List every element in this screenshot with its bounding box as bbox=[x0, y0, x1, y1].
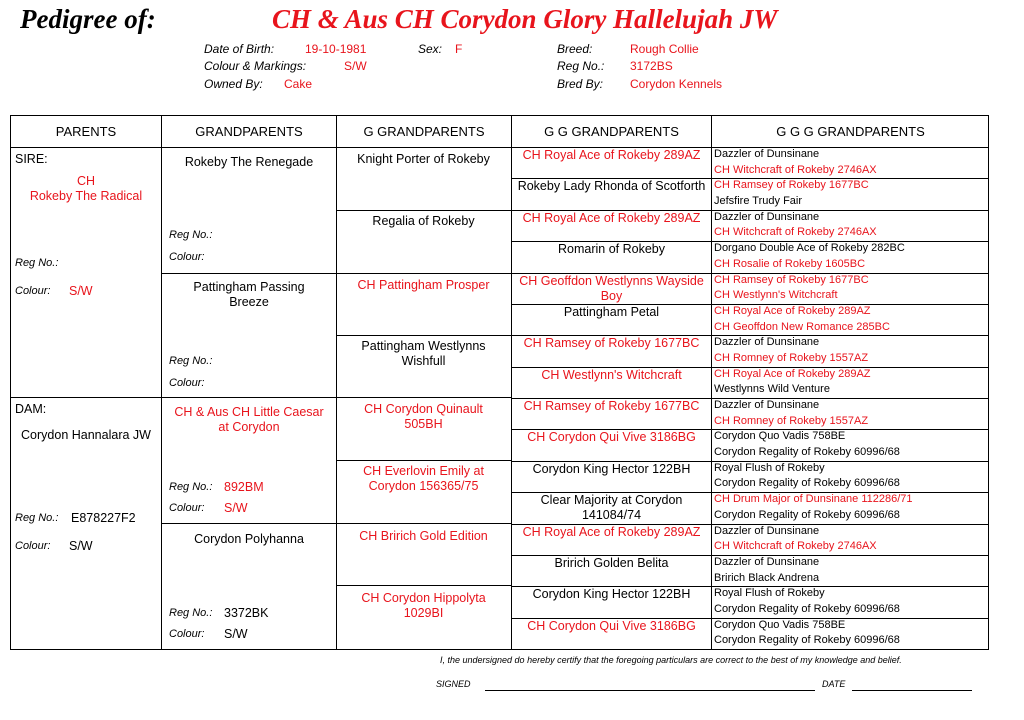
ggg-grandparent-name: Jefsfire Trudy Fair bbox=[714, 195, 803, 208]
ggg-grandparent-name: Corydon Regality of Rokeby 60996/68 bbox=[714, 446, 900, 459]
bred-by-label: Bred By: bbox=[557, 77, 604, 91]
ggg-grandparent-name: CH Romney of Rokeby 1557AZ bbox=[714, 414, 869, 427]
grandparent-reg-value: 892BM bbox=[224, 480, 264, 494]
gg-grandparent-name: CH Royal Ace of Rokeby 289AZ bbox=[522, 210, 701, 225]
column-divider bbox=[711, 116, 712, 649]
ggg-grandparent-name: CH Geoffdon New Romance 285BC bbox=[714, 320, 890, 333]
ggg-grandparent-name: Corydon Quo Vadis 758BE bbox=[714, 430, 846, 443]
gg-grandparent-name: CH Royal Ace of Rokeby 289AZ bbox=[522, 148, 701, 162]
ggg-grandparent-name: Dazzler of Dunsinane bbox=[714, 210, 820, 223]
bred-by-value: Corydon Kennels bbox=[630, 77, 723, 91]
ggg-grandparent-name: CH Royal Ace of Rokeby 289AZ bbox=[714, 304, 871, 317]
sex-value: F bbox=[455, 42, 463, 56]
ggg-grandparent-name: CH Rosalie of Rokeby 1605BC bbox=[714, 257, 866, 270]
g-grandparent-name: Knight Porter of Rokeby bbox=[357, 152, 490, 166]
ggg-grandparent-name: Bririch Black Andrena bbox=[714, 571, 820, 584]
gg-grandparent-name: Pattingham Petal bbox=[563, 304, 660, 319]
column-divider bbox=[161, 116, 162, 649]
g-grandparent-name: Pattingham Westlynns Wishfull bbox=[361, 339, 486, 368]
reg-no-label: Reg No.: bbox=[557, 59, 605, 73]
dam-name: Corydon Hannalara JW bbox=[21, 428, 151, 442]
g-grandparent-name: CH Corydon Hippolyta 1029BI bbox=[361, 591, 486, 620]
grandparents-divider bbox=[161, 397, 336, 398]
grandparents-divider bbox=[161, 273, 336, 274]
ggg-grandparent-name: Corydon Quo Vadis 758BE bbox=[714, 618, 846, 631]
gg-grandparent-name: Romarin of Rokeby bbox=[558, 242, 665, 257]
sire-colour-label: Colour: bbox=[15, 285, 51, 297]
column-divider bbox=[511, 116, 512, 649]
grandparent-reg-value: 3372BK bbox=[224, 606, 269, 620]
g-grandparents-divider bbox=[336, 397, 511, 398]
gg-grandparent-name: Bririch Golden Belita bbox=[554, 555, 669, 570]
ggg-grandparent-name: CH Witchcraft of Rokeby 2746AX bbox=[714, 226, 877, 239]
gg-grandparent-name: Corydon King Hector 122BH bbox=[532, 461, 691, 476]
g-grandparents-divider bbox=[336, 210, 511, 211]
date-label: DATE bbox=[822, 679, 846, 689]
column-header-grandparents: GRANDPARENTS bbox=[195, 124, 303, 139]
grandparent-name: Corydon Polyhanna bbox=[194, 532, 304, 546]
owned-by-label: Owned By: bbox=[204, 77, 263, 91]
grandparent-colour-label: Colour: bbox=[169, 251, 205, 263]
column-divider bbox=[336, 116, 337, 649]
ggg-grandparent-name: Dazzler of Dunsinane bbox=[714, 524, 820, 537]
sire-reg-label: Reg No.: bbox=[15, 257, 59, 269]
gg-grandparent-name: Rokeby Lady Rhonda of Scotforth bbox=[517, 179, 706, 194]
g-grandparents-divider bbox=[336, 273, 511, 274]
dob-value: 19-10-1981 bbox=[305, 42, 367, 56]
breed-label: Breed: bbox=[557, 42, 593, 56]
reg-no-value: 3172BS bbox=[630, 59, 673, 73]
grandparents-divider bbox=[161, 523, 336, 524]
g-grandparents-divider bbox=[336, 335, 511, 336]
dam-colour-value: S/W bbox=[69, 539, 93, 553]
ggg-grandparent-name: Corydon Regality of Rokeby 60996/68 bbox=[714, 602, 900, 615]
ggg-grandparent-name: Royal Flush of Rokeby bbox=[714, 461, 825, 474]
g-grandparents-divider bbox=[336, 523, 511, 524]
column-header-g-grandparents: G GRANDPARENTS bbox=[363, 124, 485, 139]
grandparent-reg-label: Reg No.: bbox=[169, 355, 213, 367]
ggg-grandparent-name: Westlynns Wild Venture bbox=[714, 383, 830, 396]
dam-label: DAM: bbox=[15, 402, 47, 416]
gg-grandparent-name: CH Royal Ace of Rokeby 289AZ bbox=[522, 524, 701, 539]
g-grandparent-name: CH Bririch Gold Edition bbox=[359, 529, 488, 543]
certification-text: I, the undersigned do hereby certify that the foregoing particulars are correct to the best of my knowledge and belief. bbox=[440, 655, 902, 665]
ggg-grandparent-name: Corydon Regality of Rokeby 60996/68 bbox=[714, 508, 900, 521]
colour-markings-label: Colour & Markings: bbox=[204, 59, 307, 73]
gg-grandparent-name: CH Ramsey of Rokeby 1677BC bbox=[523, 336, 700, 351]
ggg-grandparent-name: CH Ramsey of Rokeby 1677BC bbox=[714, 179, 869, 192]
grandparent-colour-value: S/W bbox=[224, 627, 248, 641]
dam-reg-label: Reg No.: bbox=[15, 512, 59, 524]
grandparent-colour-label: Colour: bbox=[169, 628, 205, 640]
gg-grandparent-name: CH Westlynn's Witchcraft bbox=[541, 367, 682, 382]
dob-label: Date of Birth: bbox=[204, 42, 275, 56]
grandparent-name: Pattingham Passing Breeze bbox=[193, 280, 305, 309]
g-grandparent-name: CH Corydon Quinault 505BH bbox=[364, 402, 483, 431]
gg-grandparent-name: CH Corydon Qui Vive 3186BG bbox=[527, 430, 696, 445]
ggg-grandparent-name: CH Witchcraft of Rokeby 2746AX bbox=[714, 163, 877, 176]
grandparent-name: CH & Aus CH Little Caesar at Corydon bbox=[174, 405, 324, 434]
grandparent-colour-label: Colour: bbox=[169, 502, 205, 514]
sire-label: SIRE: bbox=[15, 152, 48, 166]
ggg-grandparent-name: Dazzler of Dunsinane bbox=[714, 555, 820, 568]
gg-grandparent-name: CH Ramsey of Rokeby 1677BC bbox=[523, 399, 700, 413]
ggg-grandparent-name: CH Westlynn's Witchcraft bbox=[714, 289, 838, 302]
g-grandparent-name: Regalia of Rokeby bbox=[372, 214, 475, 228]
column-header-ggg-grandparents: G G G GRANDPARENTS bbox=[776, 124, 925, 139]
sex-label: Sex: bbox=[418, 42, 443, 56]
grandparent-colour-label: Colour: bbox=[169, 377, 205, 389]
colour-markings-value: S/W bbox=[344, 59, 367, 73]
date-line[interactable] bbox=[852, 690, 972, 691]
signed-label: SIGNED bbox=[436, 679, 471, 689]
grandparent-colour-value: S/W bbox=[224, 501, 248, 515]
ggg-grandparent-name: Royal Flush of Rokeby bbox=[714, 587, 825, 600]
ggg-grandparent-name: CH Ramsey of Rokeby 1677BC bbox=[714, 273, 869, 286]
ggg-grandparent-name: CH Drum Major of Dunsinane 112286/71 bbox=[714, 493, 913, 506]
signature-line[interactable] bbox=[485, 690, 815, 691]
page-title-label: Pedigree of: bbox=[20, 4, 156, 34]
grandparent-reg-label: Reg No.: bbox=[169, 481, 213, 493]
breed-value: Rough Collie bbox=[630, 42, 699, 56]
sire-colour-value: S/W bbox=[69, 284, 93, 298]
pedigree-table bbox=[10, 115, 989, 650]
dam-reg-value: E878227F2 bbox=[71, 511, 136, 525]
ggg-grandparent-name: Dazzler of Dunsinane bbox=[714, 336, 820, 349]
column-header-parents: PARENTS bbox=[55, 124, 117, 139]
grandparent-reg-label: Reg No.: bbox=[169, 607, 213, 619]
grandparent-reg-label: Reg No.: bbox=[169, 229, 213, 241]
ggg-grandparent-name: CH Royal Ace of Rokeby 289AZ bbox=[714, 367, 871, 380]
ggg-grandparent-name: Dazzler of Dunsinane bbox=[714, 148, 820, 160]
g-grandparent-name: CH Everlovin Emily at Corydon 156365/75 bbox=[363, 464, 484, 493]
ggg-grandparent-name: Dazzler of Dunsinane bbox=[714, 399, 820, 411]
gg-grandparent-name: Corydon King Hector 122BH bbox=[532, 587, 691, 602]
grandparent-name: Rokeby The Renegade bbox=[184, 155, 314, 169]
gg-grandparent-name: Clear Majority at Corydon 141084/74 bbox=[540, 493, 683, 523]
gg-grandparent-name: CH Corydon Qui Vive 3186BG bbox=[527, 618, 696, 633]
g-grandparents-divider bbox=[336, 585, 511, 586]
ggg-grandparent-name: CH Romney of Rokeby 1557AZ bbox=[714, 351, 869, 364]
owned-by-value: Cake bbox=[284, 77, 313, 91]
ggg-grandparent-name: Dorgano Double Ace of Rokeby 282BC bbox=[714, 242, 905, 255]
g-grandparents-divider bbox=[336, 460, 511, 461]
sire-name: CH Rokeby The Radical bbox=[29, 174, 143, 203]
ggg-grandparent-name: Corydon Regality of Rokeby 60996/68 bbox=[714, 477, 900, 490]
g-grandparent-name: CH Pattingham Prosper bbox=[357, 278, 490, 292]
gg-grandparent-name: CH Geoffdon Westlynns Wayside Boy bbox=[519, 273, 704, 303]
parents-divider bbox=[11, 397, 161, 398]
dog-name-title: CH & Aus CH Corydon Glory Hallelujah JW bbox=[272, 4, 778, 34]
header-divider bbox=[11, 147, 988, 148]
ggg-grandparent-name: CH Witchcraft of Rokeby 2746AX bbox=[714, 540, 877, 553]
dam-colour-label: Colour: bbox=[15, 540, 51, 552]
column-header-gg-grandparents: G G GRANDPARENTS bbox=[544, 124, 679, 139]
ggg-grandparent-name: Corydon Regality of Rokeby 60996/68 bbox=[714, 634, 900, 647]
